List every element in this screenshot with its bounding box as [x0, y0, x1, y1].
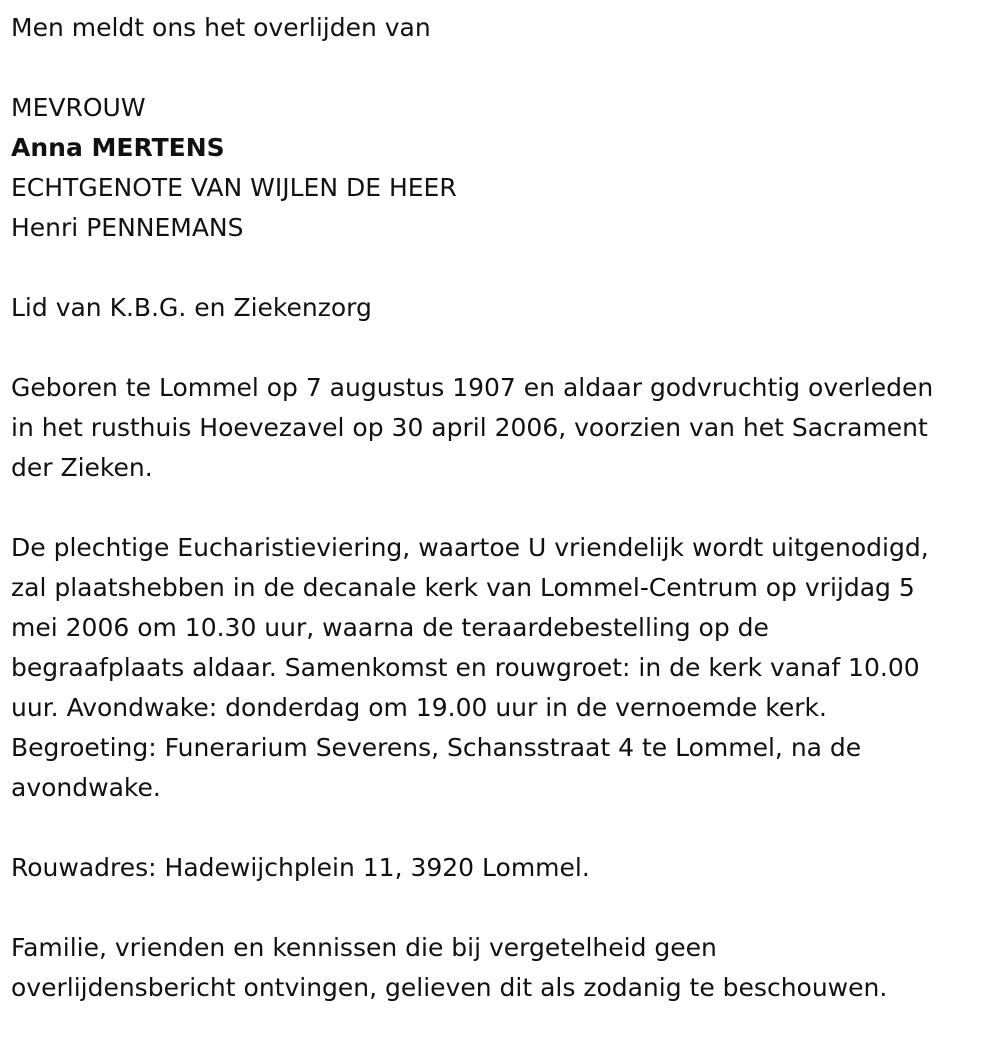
relation-text: ECHTGENOTE VAN WIJLEN DE HEER [11, 173, 457, 202]
paragraph-line: avondwake. [11, 773, 161, 802]
spacer [11, 808, 990, 848]
paragraph-line: in het rusthuis Hoevezavel op 30 april 2006, voorzien van het Sacrament [11, 413, 928, 442]
spacer [11, 248, 990, 288]
paragraph-line: Begroeting: Funerarium Severens, Schansstraat 4 te Lommel, na de [11, 733, 862, 762]
birth-death-paragraph [11, 368, 990, 488]
spacer [11, 488, 990, 528]
paragraph-line: overlijdensbericht ontvingen, gelieven dit als zodanig te beschouwen. [11, 973, 888, 1002]
spacer [11, 888, 990, 928]
honorific: MEVROUW [11, 93, 146, 122]
paragraph-line: der Zieken. [11, 453, 153, 482]
paragraph-line: zal plaatshebben in de decanale kerk van Lommel-Centrum op vrijdag 5 [11, 573, 915, 602]
paragraph-line: Familie, vrienden en kennissen die bij vergetelheid geen [11, 933, 717, 962]
paragraph-line: uur. Avondwake: donderdag om 19.00 uur in de vernoemde kerk. [11, 693, 827, 722]
mourning-address: Rouwadres: Hadewijchplein 11, 3920 Lommel. [11, 853, 590, 882]
spacer [11, 328, 990, 368]
paragraph-line: mei 2006 om 10.30 uur, waarna de teraardebestelling op de [11, 613, 769, 642]
deceased-name: Anna MERTENS [11, 133, 225, 162]
paragraph-line: De plechtige Eucharistieviering, waartoe U vriendelijk wordt uitgenodigd, [11, 533, 929, 562]
paragraph-line: Geboren te Lommel op 7 augustus 1907 en aldaar godvruchtig overleden [11, 373, 934, 402]
spacer [11, 48, 990, 88]
closing-paragraph [11, 928, 990, 1008]
membership-text: Lid van K.B.G. en Ziekenzorg [11, 293, 372, 322]
intro-text: Men meldt ons het overlijden van [11, 13, 431, 42]
spouse-name: Henri PENNEMANS [11, 213, 244, 242]
ceremony-paragraph [11, 528, 990, 808]
paragraph-line: begraafplaats aldaar. Samenkomst en rouwgroet: in de kerk vanaf 10.00 [11, 653, 920, 682]
